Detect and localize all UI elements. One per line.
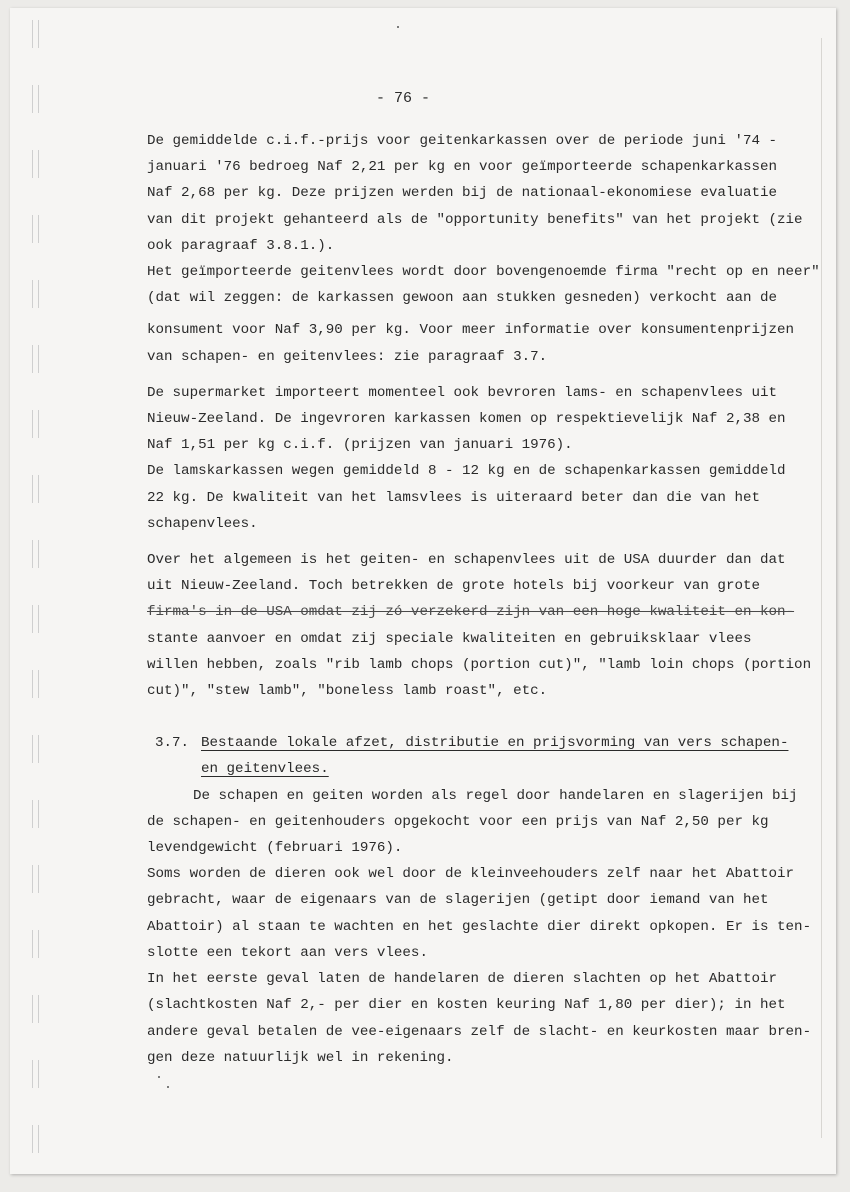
text-line: uit Nieuw-Zeeland. Toch betrekken de grote hotels bij voorkeur van grote <box>147 578 760 595</box>
text-line: In het eerste geval laten de handelaren de dieren slachten op het Abattoir <box>147 971 778 988</box>
section-title-line-2: en geitenvlees. <box>201 761 329 778</box>
paragraph-4 <box>147 547 827 704</box>
text-line: de schapen- en geitenhouders opgekocht voor een prijs van Naf 2,50 per kg <box>147 813 769 830</box>
text-line: levendgewicht (februari 1976). <box>147 840 403 857</box>
text-line: van schapen- en geitenvlees: zie paragraaf 3.7. <box>147 348 548 365</box>
paragraph-3 <box>147 380 827 537</box>
text-line: cut)", "stew lamb", "boneless lamb roast", etc. <box>147 683 548 700</box>
struck-text-line: firma's in de USA omdat zij zó verzekerd zijn van een hoge kwaliteit en kon- <box>147 604 795 621</box>
paragraph-2 <box>147 259 827 370</box>
text-line: ook paragraaf 3.8.1.). <box>147 237 335 254</box>
text-line: willen hebben, zoals "rib lamb chops (portion cut)", "lamb loin chops (portion <box>147 656 812 673</box>
text-line: De gemiddelde c.i.f.-prijs voor geitenkarkassen over de periode juni '74 - <box>147 133 778 149</box>
text-line: Naf 2,68 per kg. Deze prijzen werden bij de nationaal-ekonomiese evaluatie <box>147 185 778 202</box>
text-line: (dat wil zeggen: de karkassen gewoon aan stukken gesneden) verkocht aan de <box>147 290 778 307</box>
text-line: Naf 1,51 per kg c.i.f. (prijzen van januari 1976). <box>147 437 573 454</box>
text-line: slotte een tekort aan vers vlees. <box>147 944 428 961</box>
text-line: Het geïmporteerde geitenvlees wordt door bovengenoemde firma "recht op en neer" <box>147 264 820 281</box>
text-line: konsument voor Naf 3,90 per kg. Voor meer informatie over konsumentenprijzen <box>147 322 795 339</box>
speck <box>167 1086 169 1088</box>
text-line: De supermarket importeert momenteel ook bevroren lams- en schapenvlees uit <box>147 384 778 401</box>
page-number: - 76 - <box>376 90 431 107</box>
text-line: gen deze natuurlijk wel in rekening. <box>147 1049 454 1066</box>
text-line: De lamskarkassen wegen gemiddeld 8 - 12 kg en de schapenkarkassen gemiddeld <box>147 463 786 480</box>
speck <box>397 26 399 28</box>
text-line: 22 kg. De kwaliteit van het lamsvlees is uiteraard beter dan die van het <box>147 489 760 506</box>
speck <box>158 1076 160 1078</box>
text-line: gebracht, waar de eigenaars van de slagerijen (getipt door iemand van het <box>147 892 769 909</box>
section-heading <box>155 730 827 782</box>
binding-holes <box>32 20 44 1170</box>
text-line: stante aanvoer en omdat zij speciale kwaliteiten en gebruiksklaar vlees <box>147 630 752 647</box>
document-page <box>10 8 836 1174</box>
section-number: 3.7. <box>155 735 190 752</box>
text-line: van dit projekt gehanteerd als de "opportunity benefits" van het projekt (zie <box>147 211 803 228</box>
text-line: Soms worden de dieren ook wel door de kleinveehouders zelf naar het Abattoir <box>147 866 795 883</box>
text-line: De schapen en geiten worden als regel door handelaren en slagerijen bij <box>193 787 798 804</box>
text-line: Nieuw-Zeeland. De ingevroren karkassen komen op respektievelijk Naf 2,38 en <box>147 411 786 428</box>
text-line: schapenvlees. <box>147 515 258 532</box>
text-line: Abattoir) al staan te wachten en het geslachte dier direkt opkopen. Er is ten- <box>147 918 812 935</box>
text-line: januari '76 bedroeg Naf 2,21 per kg en voor geïmporteerde schapenkarkassen <box>147 159 778 176</box>
text-line: (slachtkosten Naf 2,- per dier en kosten keuring Naf 1,80 per dier); in het <box>147 997 786 1014</box>
text-line: Over het algemeen is het geiten- en schapenvlees uit de USA duurder dan dat <box>147 552 786 569</box>
paragraph-5 <box>147 783 827 1071</box>
paragraph-1 <box>147 128 827 259</box>
text-line: andere geval betalen de vee-eigenaars zelf de slacht- en keurkosten maar bren- <box>147 1023 812 1040</box>
section-title-line-1: Bestaande lokale afzet, distributie en prijsvorming van vers schapen- <box>201 735 789 752</box>
document-body <box>147 128 827 1071</box>
